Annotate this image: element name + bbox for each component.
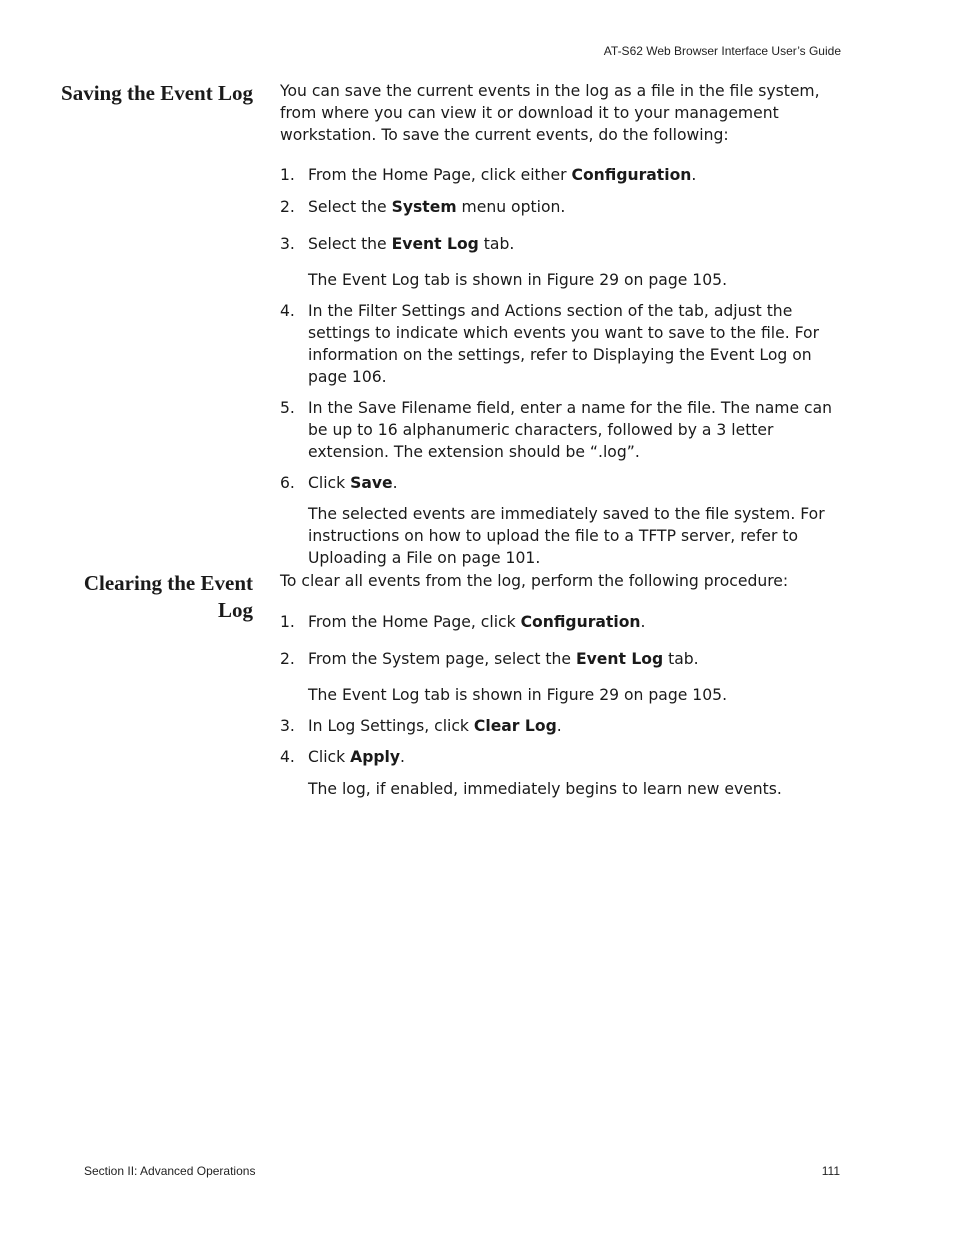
running-header: AT-S62 Web Browser Interface User’s Guide — [603, 44, 841, 58]
footer-section-label: Section II: Advanced Operations — [84, 1164, 256, 1178]
saving-step-3: 3. Select the Event Log tab. — [280, 235, 515, 253]
saving-note-step-3: The Event Log tab is shown in Figure 29 on page 105. — [308, 271, 728, 289]
clearing-step-3: 3. In Log Settings, click Clear Log. — [280, 717, 562, 735]
clearing-step-1: 1. From the Home Page, click Configuration. — [280, 613, 646, 631]
clearing-note-step-2: The Event Log tab is shown in Figure 29 on page 105. — [308, 686, 728, 704]
saving-body — [280, 80, 842, 569]
saving-step-6: 6. Click Save. — [280, 474, 398, 492]
saving-step-4: 4. In the Filter Settings and Actions section of the tab, adjust the settings to indicate which events you want to save to the file. For information on the settings, refer to Displaying the Event Log on page 106. — [280, 302, 819, 386]
saving-note-step-6: The selected events are immediately saved to the file system. For instructions on how to upload the file to a TFTP server, refer to Uploading a File on page 101. — [308, 505, 825, 567]
clearing-note-step-4: The log, if enabled, immediately begins to learn new events. — [308, 780, 782, 798]
page-number: 111 — [821, 1164, 840, 1178]
clearing-body — [280, 570, 842, 800]
saving-step-2: 2. Select the System menu option. — [280, 198, 566, 216]
clearing-step-2: 2. From the System page, select the Event Log tab. — [280, 650, 699, 668]
saving-intro: You can save the current events in the log as a file in the file system, from where you can view it or download it to your management workstation. To save the current events, do the following: — [280, 82, 820, 144]
heading-saving-event-log: Saving the Event Log — [61, 81, 253, 105]
heading-clearing-event-log: Clearing the Event Log — [83, 571, 253, 622]
saving-step-1: 1. From the Home Page, click either Configuration. — [280, 166, 697, 184]
clearing-step-4: 4. Click Apply. — [280, 748, 405, 766]
saving-step-5: 5. In the Save Filename field, enter a name for the file. The name can be up to 16 alphanumeric characters, followed by a 3 letter extension. The extension should be “.log”. — [280, 399, 833, 461]
clearing-intro: To clear all events from the log, perform the following procedure: — [280, 572, 789, 590]
